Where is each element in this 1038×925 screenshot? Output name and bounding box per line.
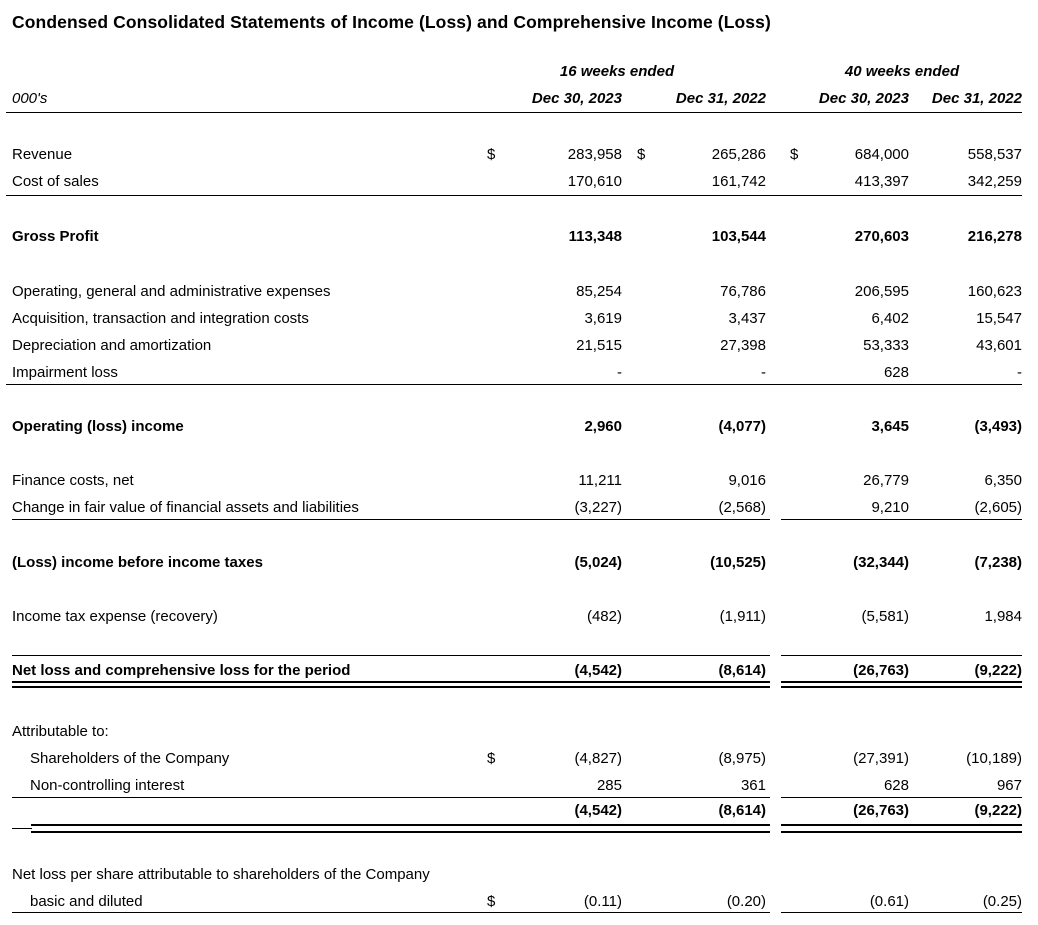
spacer [622, 608, 652, 626]
cell-value: 3,437 [728, 310, 766, 327]
cell-value: (8,614) [718, 802, 766, 819]
cell-value: (5,581) [861, 608, 909, 625]
spacer [766, 310, 800, 328]
cell-value: 113,348 [568, 228, 622, 245]
spacer [480, 499, 500, 517]
table-row-gross-profit [12, 228, 1022, 246]
row-label: Gross Profit [12, 228, 99, 245]
currency-symbol: $ [487, 750, 496, 767]
row-label: Net loss and comprehensive loss for the period [12, 662, 351, 679]
spacer [766, 173, 800, 191]
cell-value: (3,227) [574, 499, 622, 516]
row-label: Finance costs, net [12, 472, 134, 489]
cell-value: (5,024) [574, 554, 622, 571]
spacer [622, 554, 652, 572]
spacer [480, 310, 500, 328]
row-label: (Loss) income before income taxes [12, 554, 263, 571]
spacer [622, 750, 652, 768]
spacer [480, 777, 500, 795]
cell-value: 85,254 [576, 283, 622, 300]
cell-value: 628 [883, 777, 909, 794]
spacer [480, 283, 500, 301]
cell-value: 628 [883, 364, 909, 381]
spacer [622, 777, 652, 795]
column-header-row [12, 90, 1022, 108]
table-row-acquisition-costs [12, 310, 1022, 328]
cell-value: (4,542) [574, 802, 622, 819]
cell-value: 160,623 [967, 283, 1022, 300]
section-rule [6, 384, 1022, 385]
row-label: Cost of sales [12, 173, 99, 190]
section-rule [12, 655, 770, 656]
double-rule [781, 831, 1022, 833]
row-label: Operating, general and administrative expenses [12, 283, 331, 300]
column-header-4: Dec 31, 2022 [931, 90, 1022, 107]
cell-value: (27,391) [853, 750, 909, 767]
double-rule [31, 824, 770, 826]
cell-value: 170,610 [567, 173, 622, 190]
row-label: basic and diluted [30, 893, 143, 910]
spacer [766, 608, 800, 626]
spacer [622, 499, 652, 517]
row-label: Operating (loss) income [12, 418, 184, 435]
cell-value: (3,493) [974, 418, 1022, 435]
cell-value: 161,742 [711, 173, 766, 190]
cell-value: (26,763) [853, 662, 909, 679]
cell-value: 361 [740, 777, 766, 794]
table-row-income-tax [12, 608, 1022, 626]
spacer [480, 173, 500, 191]
cell-value: (0.11) [583, 893, 622, 910]
spacer [480, 228, 500, 246]
cell-value: 76,786 [720, 283, 766, 300]
spacer [766, 777, 800, 795]
spacer [622, 337, 652, 355]
spacer [480, 554, 500, 572]
cell-value: (8,614) [718, 662, 766, 679]
currency-symbol: $ [487, 146, 496, 163]
cell-value: 27,398 [720, 337, 766, 354]
cell-value: (482) [586, 608, 622, 625]
spacer [480, 472, 500, 490]
spacer [622, 472, 652, 490]
cell-value: (1,911) [719, 608, 766, 625]
left-end-rule [12, 828, 32, 829]
spacer [480, 337, 500, 355]
cell-value: (9,222) [974, 662, 1022, 679]
column-group-40-weeks: 40 weeks ended [844, 63, 960, 80]
cell-value: (26,763) [853, 802, 909, 819]
spacer [480, 608, 500, 626]
table-row-income-before-taxes [12, 554, 1022, 572]
spacer [766, 418, 800, 436]
spacer [766, 662, 800, 680]
column-header-1: Dec 30, 2023 [531, 90, 622, 107]
cell-value: - [761, 364, 766, 381]
double-rule [12, 681, 770, 683]
section-rule [781, 655, 1022, 656]
double-rule [781, 681, 1022, 683]
spacer [480, 418, 500, 436]
cell-value: 285 [596, 777, 622, 794]
spacer [622, 228, 652, 246]
cell-value: 684,000 [854, 146, 909, 163]
header-rule [6, 112, 1022, 113]
cell-value: 11,211 [578, 472, 622, 489]
double-rule [781, 686, 1022, 688]
table-row-finance-costs [12, 472, 1022, 490]
spacer [622, 418, 652, 436]
row-label: Depreciation and amortization [12, 337, 212, 354]
spacer [766, 90, 800, 108]
cell-value: 265,286 [711, 146, 766, 163]
spacer [766, 893, 800, 911]
page-title: Condensed Consolidated Statements of Income (Loss) and Comprehensive Income (Loss) [12, 12, 771, 32]
row-label: Attributable to: [12, 723, 109, 740]
spacer [480, 802, 500, 820]
cell-value: 21,515 [576, 337, 622, 354]
spacer [766, 554, 800, 572]
cell-value: 53,333 [863, 337, 909, 354]
cell-value: (32,344) [853, 554, 909, 571]
table-row-attributable-total [12, 802, 1022, 820]
section-rule [781, 519, 1022, 520]
row-label: Acquisition, transaction and integration costs [12, 310, 309, 327]
spacer [622, 802, 652, 820]
row-label: Revenue [12, 146, 73, 163]
row-label: Shareholders of the Company [30, 750, 230, 767]
cell-value: (0.25) [982, 893, 1022, 910]
table-row-cost-of-sales [12, 173, 1022, 191]
double-rule [781, 824, 1022, 826]
cell-value: 413,397 [854, 173, 909, 190]
cell-value: (2,568) [718, 499, 766, 516]
cell-value: 216,278 [967, 228, 1022, 245]
spacer [480, 662, 500, 680]
cell-value: (0.61) [869, 893, 909, 910]
units-label: 000's [12, 90, 48, 107]
currency-symbol: $ [790, 146, 799, 163]
cell-value: 103,544 [711, 228, 766, 245]
spacer [622, 283, 652, 301]
column-group-16-weeks: 16 weeks ended [559, 63, 675, 80]
cell-value: (0.20) [726, 893, 766, 910]
section-rule [12, 519, 770, 520]
spacer [622, 173, 652, 191]
cell-value: (10,525) [710, 554, 766, 571]
spacer [766, 283, 800, 301]
section-rule [6, 195, 1022, 196]
table-row-oga-expenses [12, 283, 1022, 301]
cell-value: (8,975) [718, 750, 766, 767]
row-label: Change in fair value of financial assets and liabilities [12, 499, 359, 516]
column-header-2: Dec 31, 2022 [675, 90, 766, 107]
cell-value: 3,645 [871, 418, 909, 435]
cell-value: (10,189) [966, 750, 1022, 767]
bottom-rule [781, 912, 1022, 913]
cell-value: (7,238) [974, 554, 1022, 571]
table-row-operating-income [12, 418, 1022, 436]
row-label [12, 802, 480, 820]
cell-value: 2,960 [584, 418, 622, 435]
cell-value: (2,605) [974, 499, 1022, 516]
cell-value: 6,350 [984, 472, 1022, 489]
cell-value: 9,016 [728, 472, 766, 489]
cell-value: 1,984 [984, 608, 1022, 625]
currency-symbol: $ [637, 146, 646, 163]
spacer [622, 90, 652, 108]
spacer [622, 364, 652, 382]
spacer [480, 90, 500, 108]
table-row-depreciation [12, 337, 1022, 355]
table-row-attributable-to [12, 723, 1022, 741]
section-rule [781, 797, 1022, 798]
table-row-revenue [12, 146, 1022, 164]
row-label: Net loss per share attributable to shareholders of the Company [12, 866, 430, 883]
table-row-fair-value-change [12, 499, 1022, 517]
column-header-3: Dec 30, 2023 [818, 90, 909, 107]
table-row-net-loss [12, 662, 1022, 680]
cell-value: 15,547 [976, 310, 1022, 327]
cell-value: 270,603 [854, 228, 909, 245]
row-label: Impairment loss [12, 364, 118, 381]
cell-value: 206,595 [854, 283, 909, 300]
row-label: Income tax expense (recovery) [12, 608, 218, 625]
cell-value: 26,779 [863, 472, 909, 489]
cell-value: (4,542) [574, 662, 622, 679]
cell-value: - [1017, 364, 1022, 381]
table-row-impairment-loss [12, 364, 1022, 382]
double-rule [31, 831, 770, 833]
spacer [766, 364, 800, 382]
section-rule [12, 797, 770, 798]
cell-value: (9,222) [974, 802, 1022, 819]
cell-value: 43,601 [976, 337, 1022, 354]
cell-value: 3,619 [584, 310, 622, 327]
spacer [622, 662, 652, 680]
spacer [766, 499, 800, 517]
cell-value: 967 [996, 777, 1022, 794]
cell-value: (4,827) [574, 750, 622, 767]
cell-value: (4,077) [718, 418, 766, 435]
table-row-shareholders [12, 750, 1022, 768]
cell-value: 9,210 [871, 499, 909, 516]
spacer [622, 893, 652, 911]
table-row-basic-diluted [12, 893, 1022, 911]
spacer [766, 228, 800, 246]
cell-value: 6,402 [871, 310, 909, 327]
cell-value: 342,259 [967, 173, 1022, 190]
spacer [766, 750, 800, 768]
cell-value: - [617, 364, 622, 381]
row-label: Non-controlling interest [30, 777, 185, 794]
spacer [766, 337, 800, 355]
spacer [622, 310, 652, 328]
bottom-rule [12, 912, 770, 913]
cell-value: 558,537 [967, 146, 1022, 163]
double-rule [12, 686, 770, 688]
table-row-non-controlling [12, 777, 1022, 795]
table-row-net-loss-per-share [12, 866, 1022, 884]
spacer [766, 802, 800, 820]
cell-value: 283,958 [567, 146, 622, 163]
currency-symbol: $ [487, 893, 496, 910]
spacer [766, 472, 800, 490]
spacer [480, 364, 500, 382]
